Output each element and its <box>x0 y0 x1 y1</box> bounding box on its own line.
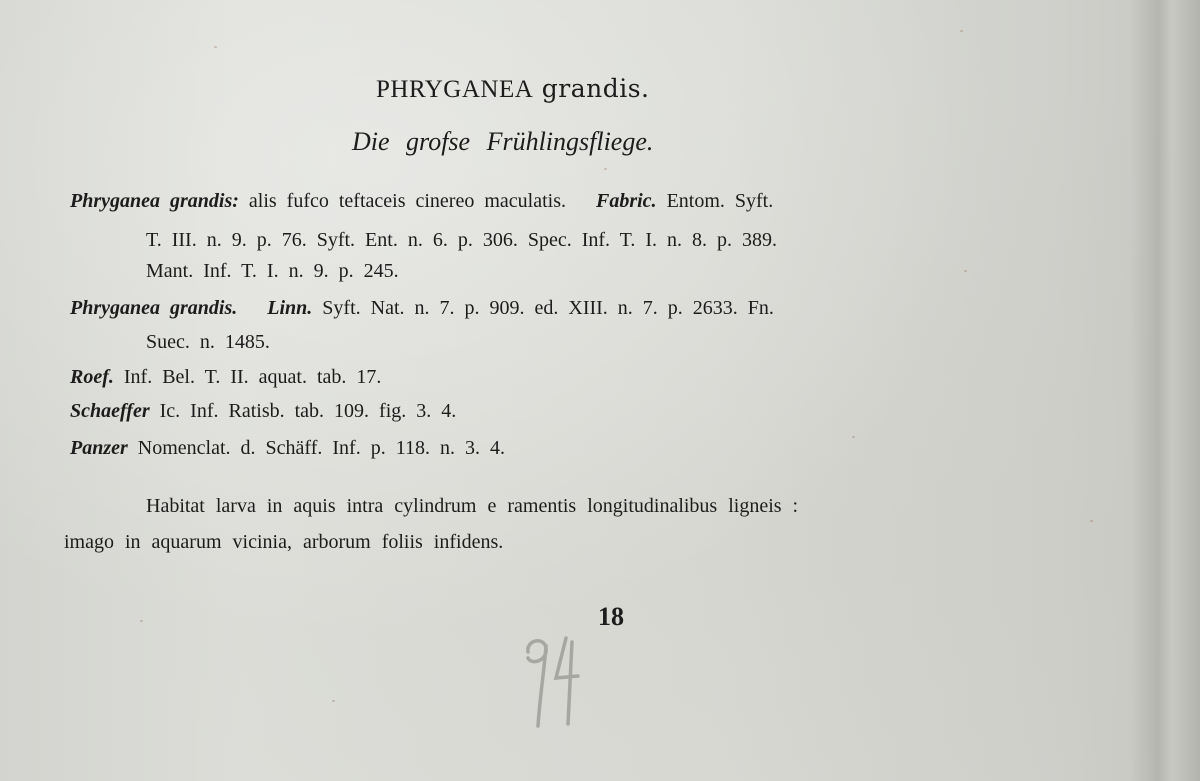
paper-speck <box>140 620 143 622</box>
reference-text: Mant. Inf. T. I. n. 9. p. 245. <box>146 260 399 282</box>
habitat-line-2: imago in aquarum vicinia, arborum foliis infidens. <box>64 531 504 553</box>
reference-author: Panzer <box>70 437 128 459</box>
species-title <box>376 74 650 104</box>
reference-author: Schaeffer <box>70 400 150 422</box>
genus-name: PHRYGANEA <box>376 76 534 103</box>
reference-author: Phryganea grandis. <box>70 297 238 319</box>
reference-line-3 <box>146 260 399 283</box>
paper-speck <box>964 270 967 272</box>
paper-speck <box>852 436 855 438</box>
reference-text: Entom. Syft. <box>666 190 774 212</box>
reference-author: Linn. <box>267 297 313 319</box>
reference-text: Suec. n. 1485. <box>146 331 270 353</box>
pencil-mark-94 <box>522 632 586 732</box>
species-name: grandis. <box>541 74 650 103</box>
reference-author: Phryganea grandis: <box>70 190 239 212</box>
reference-line-1 <box>70 190 773 213</box>
paper-speck <box>604 168 607 170</box>
reference-line-7 <box>70 400 456 423</box>
reference-author: Roef. <box>70 366 114 388</box>
reference-text: alis fufco teftaceis cinereo maculatis. <box>248 190 566 212</box>
paper-speck <box>332 700 335 702</box>
reference-text: Inf. Bel. T. II. aquat. tab. 17. <box>123 366 382 388</box>
habitat-line-1: Habitat larva in aquis intra cylindrum e ramentis longitudinalibus ligneis : <box>146 495 799 517</box>
reference-text: Nomenclat. d. Schäff. Inf. p. 118. n. 3. 4. <box>137 437 505 459</box>
reference-author: Fabric. <box>596 190 657 212</box>
page-fold-shadow <box>1130 0 1200 781</box>
reference-text: Ic. Inf. Ratisb. tab. 109. fig. 3. 4. <box>159 400 457 422</box>
reference-line-2 <box>146 229 777 252</box>
reference-line-4 <box>70 297 774 320</box>
paper-speck <box>214 46 217 48</box>
reference-text: T. III. n. 9. p. 76. Syft. Ent. n. 6. p. 306. Spec. Inf. T. I. n. 8. p. 389. <box>146 229 778 251</box>
reference-text: Syft. Nat. n. 7. p. 909. ed. XIII. n. 7. p. 2633. Fn. <box>322 297 774 319</box>
common-name: Die grofse Frühlingsfliege. <box>352 127 654 156</box>
reference-line-8 <box>70 437 505 460</box>
page-number: 18 <box>598 602 624 631</box>
reference-line-6 <box>70 366 381 389</box>
reference-line-5 <box>146 331 270 354</box>
paper-speck <box>1090 520 1093 522</box>
paper-speck <box>960 30 963 32</box>
